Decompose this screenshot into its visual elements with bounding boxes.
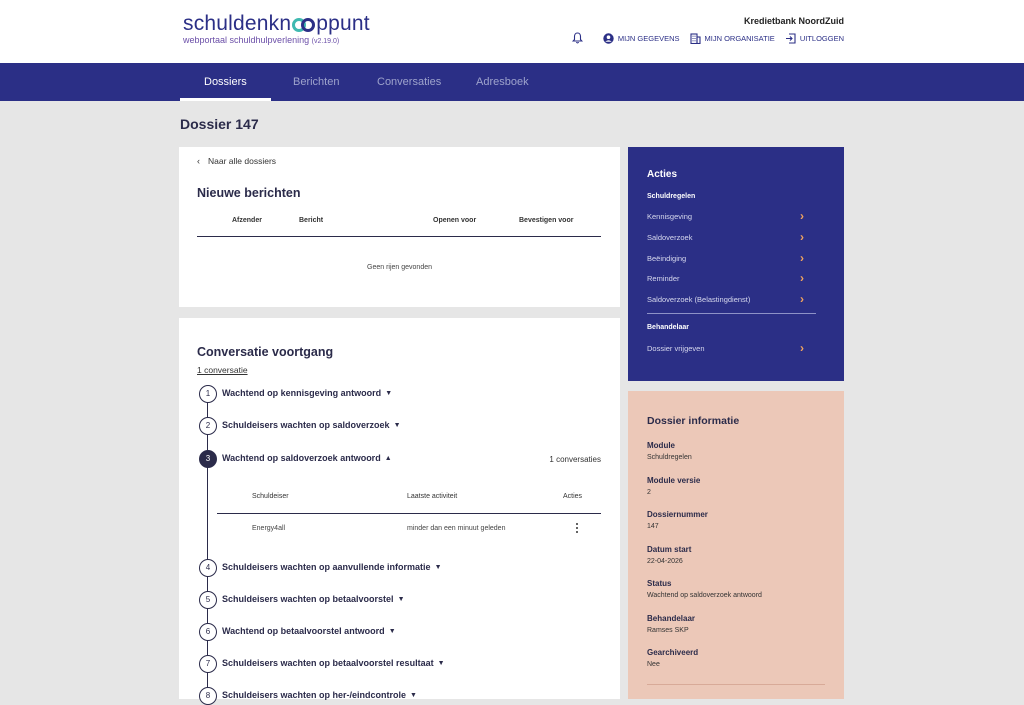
app-version: (v2.19.0) xyxy=(311,38,340,45)
tab-berichten[interactable]: Berichten xyxy=(293,76,340,88)
step-number: 8 xyxy=(199,687,217,705)
my-data-link[interactable]: MIJN GEGEVENS xyxy=(603,33,680,44)
step-number: 2 xyxy=(199,417,217,435)
chevron-right-icon: › xyxy=(800,251,804,265)
dossier-info-title: Dossier informatie xyxy=(647,415,740,427)
logout-icon xyxy=(785,33,796,44)
info-value: Nee xyxy=(647,661,660,668)
caret-down-icon: ▼ xyxy=(437,660,445,667)
column-header[interactable]: Bericht xyxy=(299,217,324,224)
step-label: Schuldeisers wachten op aanvullende informatie xyxy=(222,562,431,572)
caret-down-icon: ▼ xyxy=(385,390,393,397)
actions-group-title: Schuldregelen xyxy=(647,193,696,200)
info-divider xyxy=(647,684,825,685)
caret-down-icon: ▼ xyxy=(434,564,442,571)
conversation-progress-title: Conversatie voortgang xyxy=(197,345,334,359)
info-value: Schuldregelen xyxy=(647,454,692,461)
organisation-name: Kredietbank NoordZuid xyxy=(743,16,844,26)
creditor-name: Energy4all xyxy=(252,525,286,532)
action-dossier-vrijgeven[interactable]: Dossier vrijgeven › xyxy=(647,341,804,355)
caret-down-icon: ▼ xyxy=(397,596,405,603)
step-label: Schuldeisers wachten op betaalvoorstel resultaat xyxy=(222,658,434,668)
back-to-dossiers-link[interactable]: ‹ Naar alle dossiers xyxy=(197,156,277,166)
action-saldoverzoek-belastingdienst[interactable]: Saldoverzoek (Belastingdienst) › xyxy=(647,292,804,306)
column-header[interactable]: Afzender xyxy=(232,217,262,224)
column-header[interactable]: Schuldeiser xyxy=(252,493,289,500)
step-label: Schuldeisers wachten op her-/eindcontrole xyxy=(222,690,407,700)
step-label: Wachtend op kennisgeving antwoord xyxy=(222,388,382,398)
step-number: 7 xyxy=(199,655,217,673)
table-divider xyxy=(217,513,601,514)
chevron-right-icon: › xyxy=(800,230,804,244)
conversation-count-link[interactable]: 1 conversatie xyxy=(197,365,248,375)
info-label: Datum start xyxy=(647,545,692,554)
action-reminder[interactable]: Reminder › xyxy=(647,271,804,285)
tab-dossiers[interactable]: Dossiers xyxy=(204,63,247,101)
new-messages-title: Nieuwe berichten xyxy=(197,186,301,200)
progress-timeline xyxy=(207,393,208,699)
top-bar xyxy=(0,0,1024,63)
chevron-right-icon: › xyxy=(800,271,804,285)
main-navigation xyxy=(0,63,1024,101)
user-circle-icon xyxy=(603,33,614,44)
caret-down-icon: ▼ xyxy=(388,628,396,635)
dossier-info-panel xyxy=(628,391,844,699)
step-label: Wachtend op betaalvoorstel antwoord xyxy=(222,626,385,636)
action-beeindiging[interactable]: Beëindiging › xyxy=(647,251,804,265)
step-number: 4 xyxy=(199,559,217,577)
kebab-menu-icon[interactable] xyxy=(574,523,580,535)
table-divider xyxy=(197,236,601,237)
tab-conversaties[interactable]: Conversaties xyxy=(377,76,442,88)
my-organisation-link[interactable]: MIJN ORGANISATIE xyxy=(690,33,775,44)
app-logo[interactable] xyxy=(183,12,370,45)
info-label: Dossiernummer xyxy=(647,510,708,519)
logo-ring-icon xyxy=(301,18,315,32)
info-value: 147 xyxy=(647,523,659,530)
info-label: Behandelaar xyxy=(647,614,696,623)
step-number: 6 xyxy=(199,623,217,641)
actions-panel xyxy=(628,147,844,381)
step-number: 1 xyxy=(199,385,217,403)
caret-down-icon: ▼ xyxy=(393,422,401,429)
step-number: 5 xyxy=(199,591,217,609)
info-label: Gearchiveerd xyxy=(647,648,699,657)
active-step-conversation-count: 1 conversaties xyxy=(549,455,601,464)
column-header[interactable]: Laatste activiteit xyxy=(407,493,458,500)
column-header[interactable]: Bevestigen voor xyxy=(519,217,574,224)
logout-link[interactable]: UITLOGGEN xyxy=(785,33,844,44)
notifications-bell-icon[interactable] xyxy=(572,32,583,44)
info-label: Module versie xyxy=(647,476,701,485)
step-number: 3 xyxy=(199,450,217,468)
tab-adresboek[interactable]: Adresboek xyxy=(476,76,529,88)
step-label: Schuldeisers wachten op betaalvoorstel xyxy=(222,594,394,604)
info-value: 22-04-2026 xyxy=(647,558,683,565)
actions-group-title: Behandelaar xyxy=(647,324,690,331)
page-title: Dossier 147 xyxy=(180,116,259,132)
caret-up-icon: ▲ xyxy=(384,455,392,462)
column-header[interactable]: Openen voor xyxy=(433,217,477,224)
step-label: Wachtend op saldoverzoek antwoord xyxy=(222,453,381,463)
chevron-right-icon: › xyxy=(800,209,804,223)
chevron-right-icon: › xyxy=(800,341,804,355)
info-value: Wachtend op saldoverzoek antwoord xyxy=(647,592,762,599)
info-label: Status xyxy=(647,579,672,588)
conversation-progress-card xyxy=(179,318,620,699)
action-kennisgeving[interactable]: Kennisgeving › xyxy=(647,209,804,223)
header-actions xyxy=(572,32,844,44)
actions-title: Acties xyxy=(647,169,678,180)
actions-divider xyxy=(647,313,816,314)
logo-wordmark: schuldenkn ppunt xyxy=(183,12,370,35)
info-label: Module xyxy=(647,441,675,450)
column-header: Acties xyxy=(563,493,583,500)
empty-table-message: Geen rijen gevonden xyxy=(367,264,432,271)
chevron-left-icon: ‹ xyxy=(197,156,200,166)
action-saldoverzoek[interactable]: Saldoverzoek › xyxy=(647,230,804,244)
new-messages-card xyxy=(179,147,620,307)
building-icon xyxy=(690,33,701,44)
step-label: Schuldeisers wachten op saldoverzoek xyxy=(222,420,390,430)
info-value: 2 xyxy=(647,489,651,496)
caret-down-icon: ▼ xyxy=(410,692,417,699)
chevron-right-icon: › xyxy=(800,292,804,306)
last-activity: minder dan een minuut geleden xyxy=(407,525,506,532)
logo-subtitle: webportaal schuldhulpverlening (v2.19.0) xyxy=(183,35,340,45)
info-value: Ramses SKP xyxy=(647,627,689,634)
